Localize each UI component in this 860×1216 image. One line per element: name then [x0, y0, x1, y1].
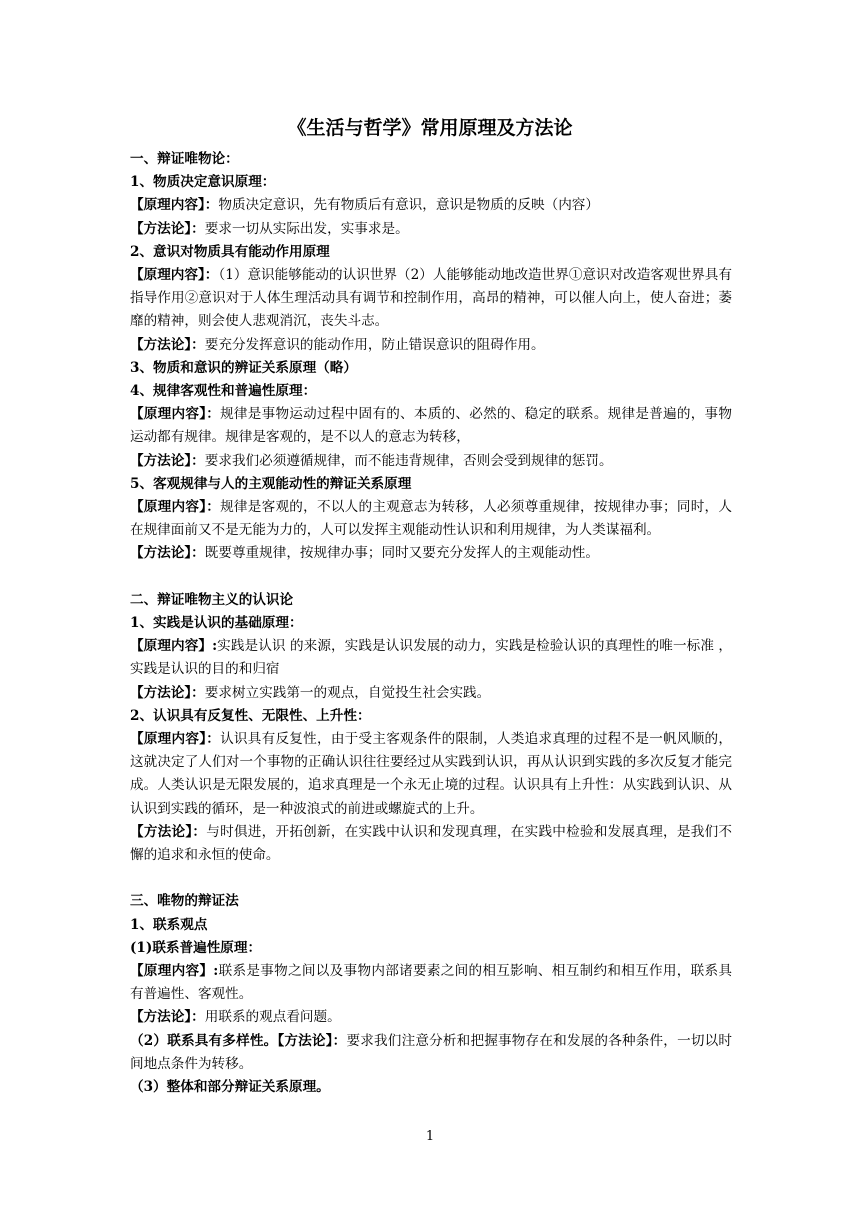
principle-text: 物质决定意识，先有物质后有意识，意识是物质的反映（内容）: [218, 197, 599, 214]
principle-tag: 【原理内容】：: [130, 731, 221, 748]
method-text: 与时俱进，开拓创新，在实践中认识和发现真理，在实践中检验和发展真理，是我们不懈的追求和永恒的使命。: [130, 823, 733, 864]
method-text: 要充分发挥意识的能动作用，防止错误意识的阻碍作用。: [204, 336, 545, 353]
method-tag: 【方法论】：: [130, 823, 207, 840]
section-heading-dialectical-materialism: 一、辩证唯物论：: [130, 151, 239, 167]
method-paragraph-1-1: [130, 218, 732, 241]
method-tag: 【方法论】：: [130, 545, 205, 562]
section-heading-epistemology: 二、辩证唯物主义的认识论: [130, 591, 294, 608]
principle-paragraph-3-1-1: [130, 960, 732, 1006]
principle-tag: 【原理内容】：: [130, 267, 219, 284]
item-heading-2-1: 1、实践是认识的基础原理：: [130, 615, 303, 632]
section-heading-dialectics: 三、唯物的辩证法: [130, 893, 239, 910]
method-text: 要求树立实践第一的观点，自觉投生社会实践。: [204, 684, 491, 701]
method-paragraph-3-1-2: [130, 1030, 732, 1076]
principle-text: 规律是客观的，不以人的主观意志为转移，人必须尊重规律，按规律办事；同时，人在规律面前又不是无能为力的，人可以发挥主观能动性认识和利用规律，为人类谋福利。: [130, 499, 732, 539]
method-paragraph-2-1: [130, 682, 732, 705]
principle-paragraph-1-5: [130, 496, 732, 542]
item-heading-1-3: 3、物质和意识的辨证关系原理（略）: [130, 359, 357, 376]
item-heading-2-2: 2、认识具有反复性、无限性、上升性：: [130, 707, 371, 724]
section-spacer: [130, 867, 732, 890]
principle-text: 认识具有反复性，由于受主客观条件的限制，人类追求真理的过程不是一帆风顺的，这就决定了人们对一个事物的正确认识往往要经过从实践到认识，再从认识到实践的多次反复才能完成。人类认识是无限发展的，追求真理是一个永无止境的过程。认识具有上升性：从实践到认识、从认识到实践的循环，是一种波浪式的前进或螺旋式的上升。: [130, 731, 732, 817]
method-paragraph-1-4: [130, 450, 732, 473]
method-tag: 【方法论】：: [130, 220, 205, 237]
method-tag: 【方法论】：: [130, 1009, 205, 1026]
item-heading-1-4: 4、规律客观性和普遍性原理：: [130, 383, 317, 400]
method-tag: 【方法论】：: [130, 684, 205, 701]
method-paragraph-3-1-1: [130, 1006, 732, 1029]
page-number: 1: [425, 1129, 435, 1144]
principle-paragraph-1-4: [130, 403, 732, 449]
method-tag: 【方法论】：: [277, 1032, 347, 1049]
method-paragraph-1-5: [130, 542, 732, 565]
item-heading-1-5: 5、客观规律与人的主观能动性的辩证关系原理: [130, 475, 412, 492]
method-text: 要求我们必须遵循规律，而不能违背规律，否则会受到规律的惩罚。: [204, 452, 613, 469]
method-tag: 【方法论】：: [130, 452, 205, 469]
method-paragraph-2-2: [130, 821, 732, 867]
principle-paragraph-1-1: [130, 194, 732, 217]
principle-paragraph-1-2: [130, 264, 732, 334]
principle-tag: 【原理内容】：: [130, 197, 219, 214]
method-text: 用联系的观点看问题。: [204, 1009, 341, 1026]
principle-text: 实践是认识 的来源，实践是认识发展的动力，实践是检验认识的真理性的唯一标准 ，实践是认识的目的和归宿: [130, 638, 732, 678]
item-heading-1-1: 1、物质决定意识原理：: [130, 174, 276, 191]
method-tag: 【方法论】：: [130, 336, 205, 353]
principle-tag: 【原理内容】:: [130, 638, 218, 655]
principle-text: 规律是事物运动过程中固有的、本质的、必然的、稳定的联系。规律是普遍的，事物运动都有规律。规律是客观的，是不以人的意志为转移，: [130, 406, 732, 446]
document-title: 《生活与哲学》常用原理及方法论: [287, 117, 573, 139]
principle-text: 联系是事物之间以及事物内部诸要素之间的相互影响、相互制约和相互作用，联系具有普遍性、客观性。: [130, 963, 732, 1003]
method-text: 要求一切从实际出发，实事求是。: [204, 220, 409, 237]
subitem-heading-3-1-3: （3）整体和部分辩证关系原理。: [130, 1079, 330, 1096]
principle-text: （1）意识能够能动的认识世界（2）人能够能动地改造世界①意识对改造客观世界具有指导作用②意识对于人体生理活动具有调节和控制作用，高昂的精神，可以催人向上，使人奋进；萎靡的精神，则会使人悲观消沉，丧失斗志。: [130, 267, 732, 330]
method-paragraph-1-2: [130, 334, 732, 357]
method-text: 既要尊重规律，按规律办事；同时又要充分发挥人的主观能动性。: [204, 545, 599, 562]
subitem-heading-3-1-2: （2）联系具有多样性。: [130, 1032, 278, 1049]
document-body: [130, 148, 732, 1099]
principle-tag: 【原理内容】：: [130, 499, 221, 516]
subitem-heading-3-1-1: (1)联系普遍性原理：: [130, 939, 262, 956]
principle-tag: 【原理内容】：: [130, 406, 221, 423]
principle-paragraph-2-1: [130, 635, 732, 681]
principle-paragraph-2-2: [130, 728, 732, 821]
section-spacer: [130, 566, 732, 589]
item-heading-1-2: 2、意识对物质具有能动作用原理: [130, 243, 330, 260]
method-text: 要求我们注意分析和把握事物存在和发展的各种条件，一切以时间地点条件为转移。: [130, 1032, 733, 1072]
principle-tag: 【原理内容】:: [130, 963, 219, 980]
item-heading-3-1: 1、联系观点: [130, 916, 208, 933]
